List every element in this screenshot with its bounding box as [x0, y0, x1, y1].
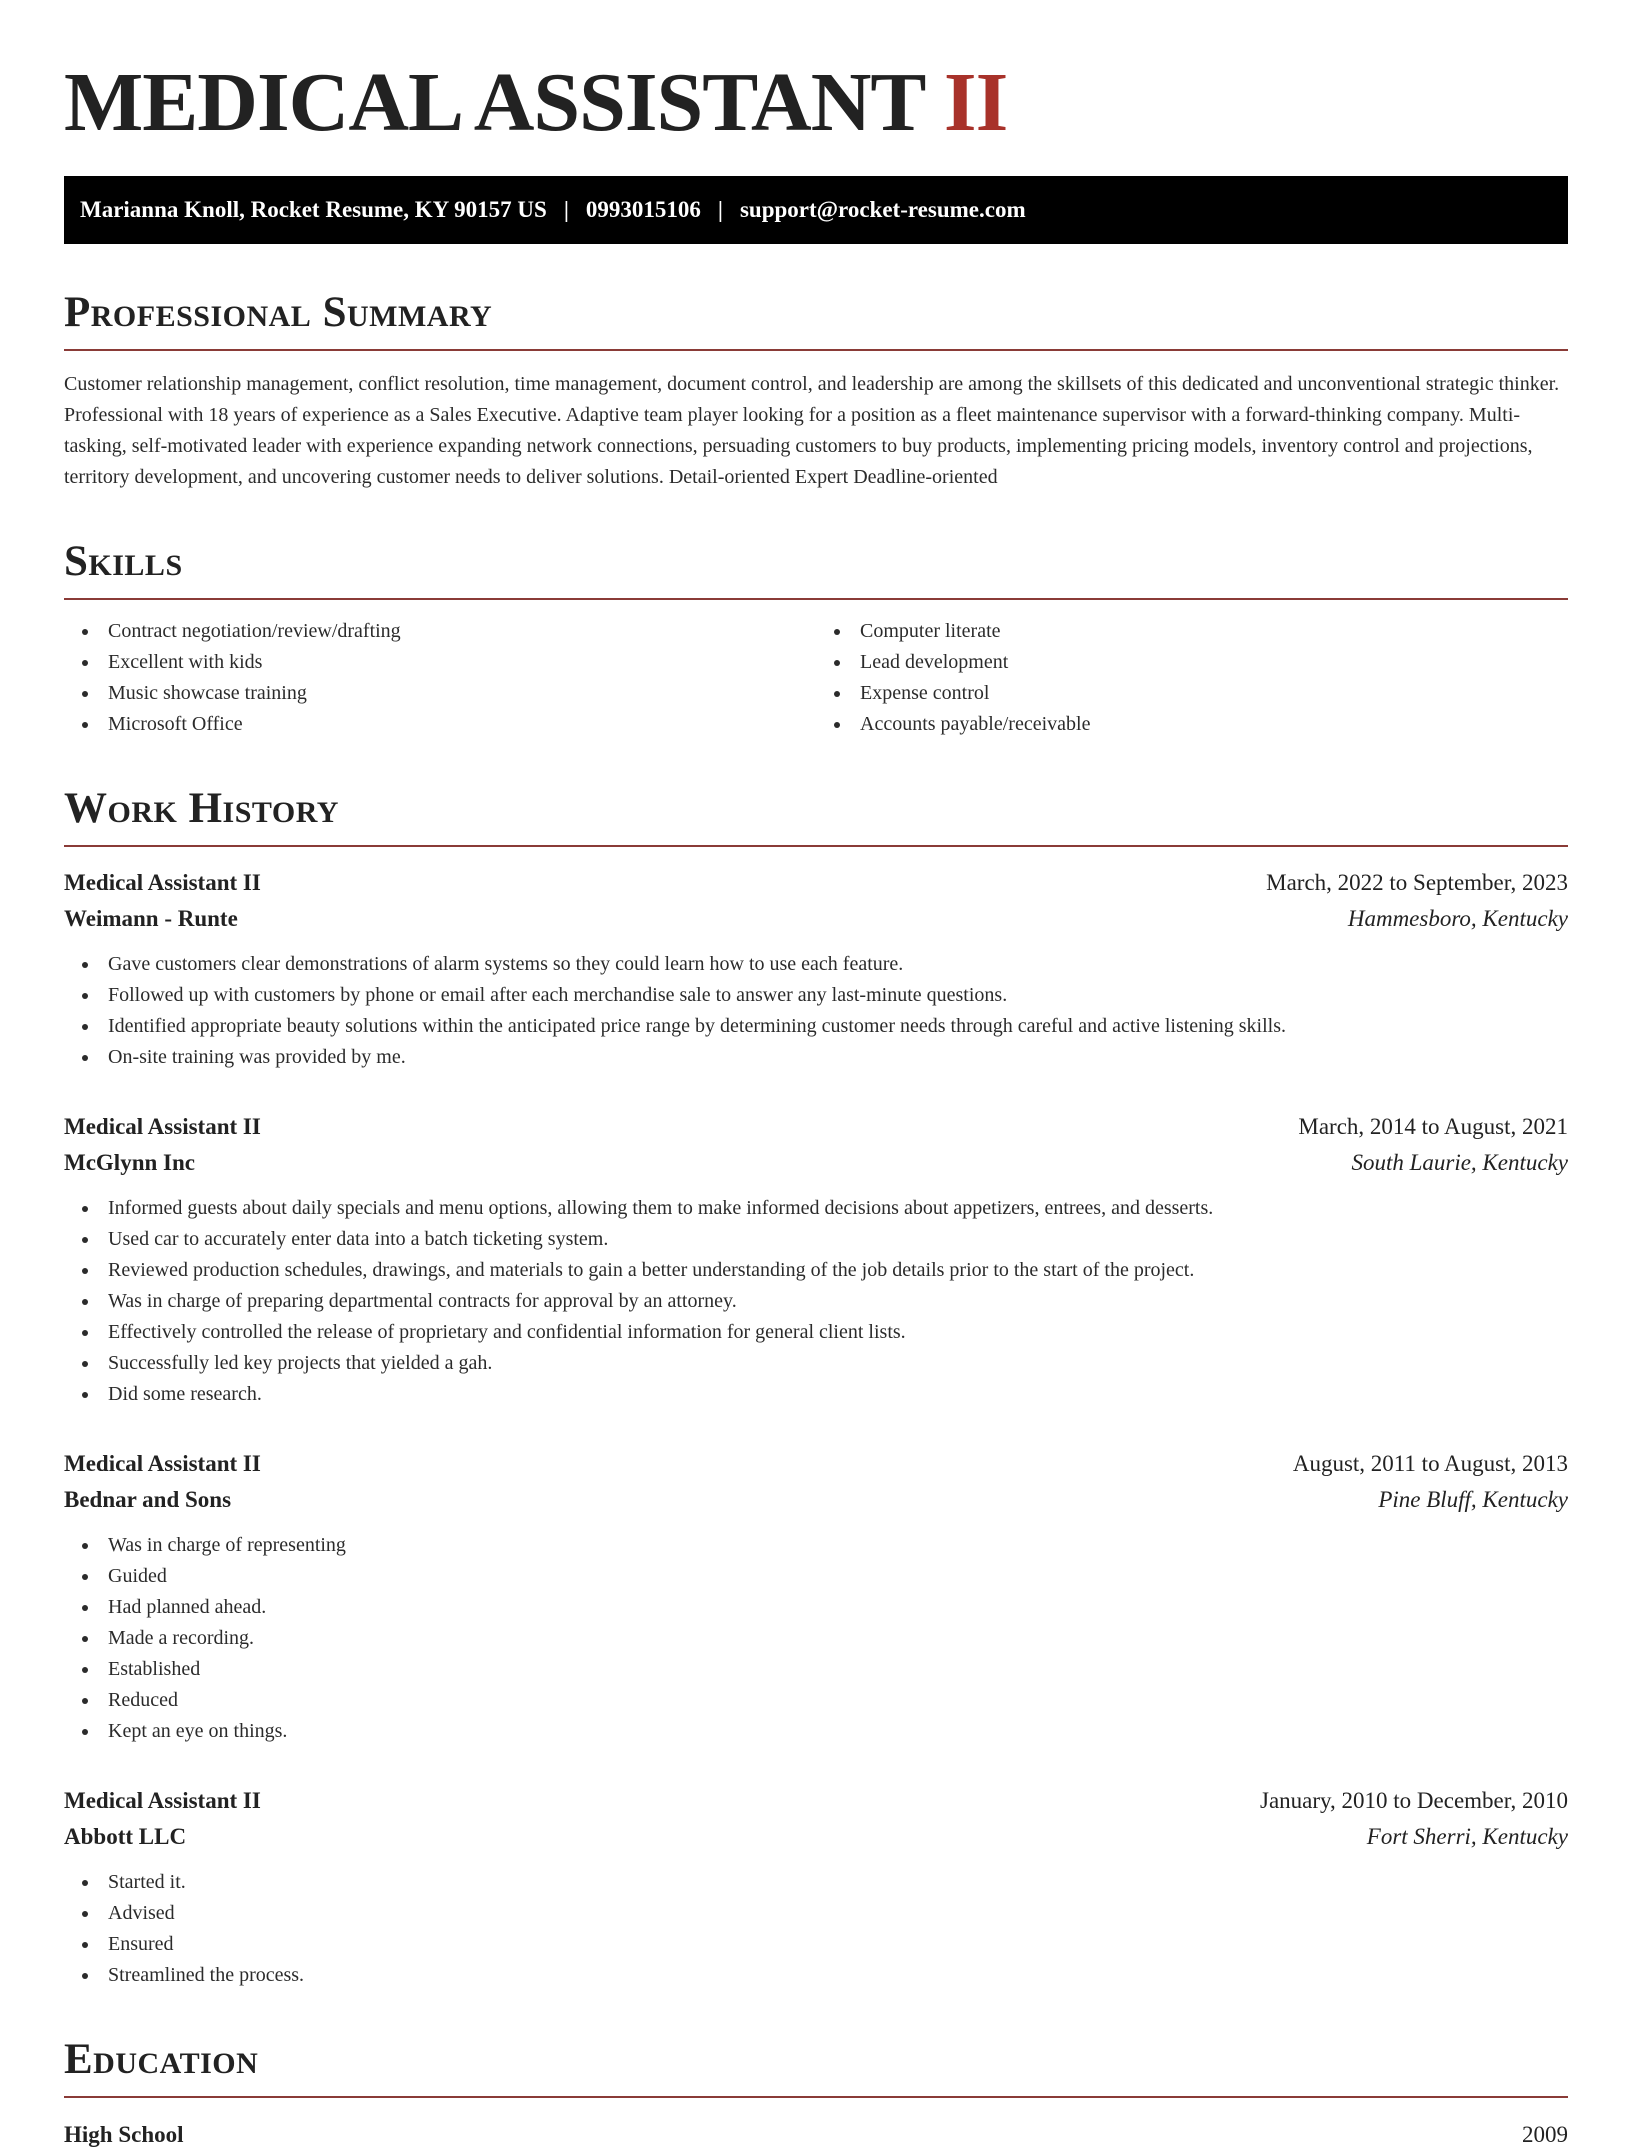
job-bullet: Was in charge of representing	[64, 1530, 1568, 1561]
job-company-row	[64, 1145, 1568, 1181]
job-bullet: Followed up with customers by phone or email after each merchandise sale to answer any last-minute questions.	[64, 980, 1568, 1011]
job-company: Bednar and Sons	[64, 1487, 232, 1512]
skill-item: Lead development	[816, 647, 1568, 678]
job-bullet: Had planned ahead.	[64, 1592, 1568, 1623]
job-title: Medical Assistant II	[64, 1114, 261, 1139]
job-bullet: Established	[64, 1654, 1568, 1685]
job-location: South Laurie, Kentucky	[1351, 1150, 1568, 1175]
job-header-row	[64, 1783, 1568, 1819]
job-bullet: Guided	[64, 1561, 1568, 1592]
job-company-row	[64, 1819, 1568, 1855]
job-header-row	[64, 1446, 1568, 1482]
skill-item: Accounts payable/receivable	[816, 709, 1568, 740]
job-title: Medical Assistant II	[64, 870, 261, 895]
contact-separator: |	[717, 197, 723, 222]
skill-item: Excellent with kids	[64, 647, 816, 678]
job-location: Pine Bluff, Kentucky	[1378, 1487, 1568, 1512]
skill-item: Expense control	[816, 678, 1568, 709]
contact-bar	[64, 176, 1568, 244]
job-bullet: Successfully led key projects that yielded a gah.	[64, 1348, 1568, 1379]
job-entry	[64, 1783, 1568, 1991]
job-bullet: Kept an eye on things.	[64, 1716, 1568, 1747]
education-year: 2009	[1522, 2122, 1568, 2147]
title-accent: II	[943, 56, 1008, 149]
job-company-row	[64, 901, 1568, 937]
job-bullet: Started it.	[64, 1867, 1568, 1898]
job-bullet: Used car to accurately enter data into a batch ticketing system.	[64, 1224, 1568, 1255]
job-bullet: On-site training was provided by me.	[64, 1042, 1568, 1073]
job-bullet: Identified appropriate beauty solutions within the anticipated price range by determining customer needs through careful and active listening skills.	[64, 1011, 1568, 1042]
skills-heading: Skills	[64, 538, 1568, 600]
job-dates: March, 2014 to August, 2021	[1298, 1114, 1568, 1139]
job-bullet: Reduced	[64, 1685, 1568, 1716]
contact-email: support@rocket-resume.com	[739, 197, 1026, 222]
job-title: Medical Assistant II	[64, 1788, 261, 1813]
education-degree: High School	[64, 2122, 184, 2147]
job-header-row	[64, 1109, 1568, 1145]
page-title	[64, 55, 1568, 151]
job-bullet: Streamlined the process.	[64, 1960, 1568, 1991]
job-company: McGlynn Inc	[64, 1150, 195, 1175]
skill-item: Microsoft Office	[64, 709, 816, 740]
work-history-section	[64, 785, 1568, 1991]
skills-list-right	[816, 616, 1568, 740]
work-history-heading: Work History	[64, 785, 1568, 847]
job-company: Abbott LLC	[64, 1824, 187, 1849]
job-dates: January, 2010 to December, 2010	[1260, 1788, 1568, 1813]
summary-text: Customer relationship management, conflict resolution, time management, document control, and leadership are among the skillsets of this dedicated and unconventional strategic thinker. Professional with 18 years of experience as a Sales Executive. Adaptive team player looking for a position as a fleet maintenance supervisor with a forward-thinking company. Multi-tasking, self-motivated leader with experience expanding network connections, persuading customers to buy products, implementing pricing models, inventory control and projections, territory development, and uncovering customer needs to deliver solutions. Detail-oriented Expert Deadline-oriented	[64, 373, 1560, 488]
skills-grid	[64, 616, 1568, 740]
job-bullet: Was in charge of preparing departmental contracts for approval by an attorney.	[64, 1286, 1568, 1317]
summary-section	[64, 289, 1568, 493]
skill-item: Music showcase training	[64, 678, 816, 709]
job-bullets	[64, 1530, 1568, 1747]
job-header-row	[64, 865, 1568, 901]
job-location: Fort Sherri, Kentucky	[1366, 1824, 1568, 1849]
skill-item: Computer literate	[816, 616, 1568, 647]
job-bullet: Effectively controlled the release of proprietary and confidential information for general client lists.	[64, 1317, 1568, 1348]
job-bullet: Reviewed production schedules, drawings, and materials to gain a better understanding of the job details prior to the start of the project.	[64, 1255, 1568, 1286]
summary-heading: Professional Summary	[64, 289, 1568, 351]
job-title: Medical Assistant II	[64, 1451, 261, 1476]
education-section	[64, 2036, 1568, 2152]
job-bullets	[64, 1867, 1568, 1991]
job-bullet: Informed guests about daily specials and menu options, allowing them to make informed decisions about appetizers, entrees, and desserts.	[64, 1193, 1568, 1224]
skills-section	[64, 538, 1568, 740]
job-company-row	[64, 1482, 1568, 1518]
job-dates: August, 2011 to August, 2013	[1292, 1451, 1568, 1476]
job-bullet: Made a recording.	[64, 1623, 1568, 1654]
job-bullet: Gave customers clear demonstrations of alarm systems so they could learn how to use each feature.	[64, 949, 1568, 980]
job-dates: March, 2022 to September, 2023	[1266, 870, 1568, 895]
job-bullet: Did some research.	[64, 1379, 1568, 1410]
job-location: Hammesboro, Kentucky	[1347, 906, 1568, 931]
job-company: Weimann - Runte	[64, 906, 238, 931]
contact-address: Marianna Knoll, Rocket Resume, KY 90157 US	[80, 197, 547, 222]
education-heading: Education	[64, 2036, 1568, 2098]
job-bullet: Ensured	[64, 1929, 1568, 1960]
skill-item: Contract negotiation/review/drafting	[64, 616, 816, 647]
skills-list-left	[64, 616, 816, 740]
job-bullets	[64, 1193, 1568, 1410]
contact-phone: 0993015106	[585, 197, 701, 222]
education-entry	[64, 2118, 1568, 2152]
job-entry	[64, 1109, 1568, 1410]
job-entry	[64, 1446, 1568, 1747]
job-bullets	[64, 949, 1568, 1073]
contact-separator: |	[563, 197, 569, 222]
job-bullet: Advised	[64, 1898, 1568, 1929]
job-entry	[64, 865, 1568, 1073]
title-main: MEDICAL ASSISTANT	[64, 56, 924, 149]
